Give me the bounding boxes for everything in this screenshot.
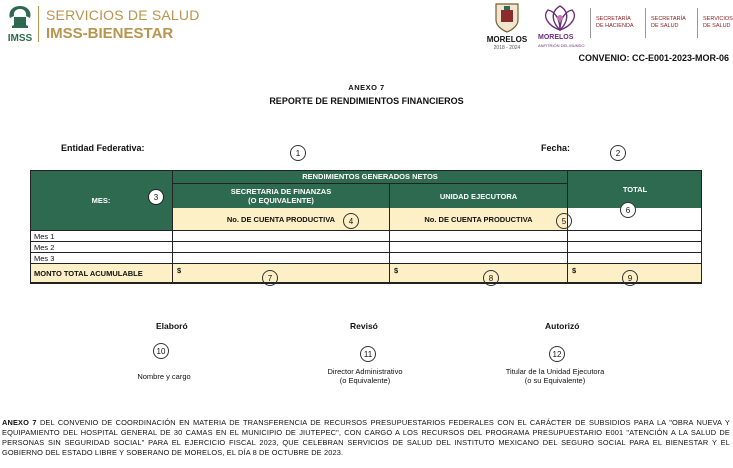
secretaria-salud	[651, 16, 686, 30]
table-cell	[389, 252, 567, 263]
elaboro-text: Nombre y cargo	[137, 372, 191, 381]
header-separator	[645, 8, 646, 38]
morelos-shield-icon	[494, 2, 520, 34]
autorizo-line1: Titular de la Unidad Ejecutora	[505, 367, 605, 376]
unidad-header: UNIDAD EJECUTORA	[389, 184, 567, 208]
total-number: 6	[620, 202, 636, 218]
morelos-flower-text: MORELOS	[538, 34, 574, 41]
secretaria-hacienda-line1: SECRETARÍA	[596, 16, 631, 22]
servicios-salud-line1: SERVICIOS	[703, 16, 733, 22]
svg-text:IMSS: IMSS	[7, 33, 33, 44]
org-name-line1: SERVICIOS DE SALUD	[46, 7, 200, 23]
table-cell	[172, 241, 389, 252]
fecha-label: Fecha:	[541, 143, 571, 153]
fecha-number: 2	[610, 145, 626, 161]
secretaria-salud-line1: SECRETARÍA	[651, 16, 686, 22]
morelos-flower-icon	[540, 2, 580, 34]
monto-currency-2: $	[389, 263, 567, 283]
monto3-number: 9	[622, 270, 638, 286]
table-cell	[567, 241, 702, 252]
reviso-line2: (o Equivalente)	[339, 376, 391, 385]
header-divider	[38, 6, 39, 42]
rendimientos-header: RENDIMIENTOS GENERADOS NETOS	[172, 170, 567, 184]
reviso-label: Revisó	[350, 321, 378, 331]
mes-number: 3	[148, 189, 164, 205]
table-cell	[172, 252, 389, 263]
table-cell	[567, 230, 702, 241]
monto-currency-1: $	[172, 263, 389, 283]
entidad-number: 1	[290, 145, 306, 161]
equivalente-label: (O EQUIVALENTE)	[248, 196, 314, 205]
mes-label: MES:	[91, 195, 111, 205]
secretaria-header	[172, 184, 389, 208]
monto1-number: 7	[262, 270, 278, 286]
autorizo-label: Autorizó	[545, 321, 580, 331]
table-row-label: Mes 3	[30, 252, 172, 263]
secretaria-salud-line2: DE SALUD	[651, 23, 679, 29]
footer-legal-text	[2, 418, 730, 458]
autorizo-number: 12	[549, 346, 565, 362]
morelos-flower-subtitle: ANFITRIÓN DEL MUNDO	[538, 43, 585, 48]
secretaria-hacienda	[596, 16, 634, 30]
table-row-label: Mes 1	[30, 230, 172, 241]
report-title: REPORTE DE RENDIMIENTOS FINANCIEROS	[269, 96, 464, 106]
servicios-salud	[703, 16, 733, 30]
header-separator	[697, 8, 698, 38]
convenio-number: CONVENIO: CC-E001-2023-MOR-06	[578, 53, 729, 63]
reviso-text	[300, 367, 430, 385]
imss-logo-icon	[4, 4, 36, 44]
reviso-number: 11	[360, 346, 376, 362]
autorizo-line2: (o su Equivalente)	[524, 376, 586, 385]
cuenta-productiva-2: No. DE CUENTA PRODUCTIVA	[389, 208, 567, 230]
monto-currency-3: $	[567, 263, 702, 283]
table-row-label: Mes 2	[30, 241, 172, 252]
table-cell	[389, 230, 567, 241]
header-separator	[590, 8, 591, 38]
morelos-logo-text: MORELOS	[486, 35, 528, 44]
total-header: TOTAL	[567, 170, 702, 208]
secretaria-label: SECRETARIA DE FINANZAS	[230, 187, 332, 196]
org-name-line2: IMSS-BIENESTAR	[46, 25, 174, 42]
cuenta2-number: 5	[556, 213, 572, 229]
rendimientos-table	[30, 170, 702, 284]
elaboro-label: Elaboró	[156, 321, 188, 331]
monto-total-label: MONTO TOTAL ACUMULABLE	[30, 263, 172, 283]
footer-bold: ANEXO 7	[2, 418, 37, 427]
morelos-years: 2018 - 2024	[493, 45, 521, 51]
servicios-salud-line2: DE SALUD	[703, 23, 731, 29]
anexo-title: ANEXO 7	[348, 83, 385, 92]
cuenta1-number: 4	[343, 213, 359, 229]
table-cell	[567, 252, 702, 263]
cuenta-productiva-1: No. DE CUENTA PRODUCTIVA	[172, 208, 389, 230]
table-cell	[172, 230, 389, 241]
entidad-label: Entidad Federativa:	[61, 143, 145, 153]
elaboro-number: 10	[153, 343, 169, 359]
monto2-number: 8	[483, 270, 499, 286]
reviso-line1: Director Administrativo	[327, 367, 403, 376]
footer-body: DEL CONVENIO DE COORDINACIÓN EN MATERIA DE TRANSFERENCIA DE RECURSOS PRESUPUESTARIOS FEDERALES CON EL CARÁCTER DE SUBSIDIOS PARA LA "OBRA NUEVA Y EQUIPAMIENTO DEL HOSPITAL GENERAL DE 30 CAMAS EN EL MUNICIPIO DE JIUTEPEC", CON CARGO A LOS RECURSOS DEL PROGRAMA PRESUPUESTARIO E001 "ATENCIÓN A LA SALUD DE PERSONAS SIN SEGURIDAD SOCIAL" PARA EL EJERCICIO FISCAL 2023, QUE CELEBRAN SERVICIOS DE SALUD DEL INSTITUTO MEXICANO DEL SEGURO SOCIAL PARA EL BIENESTAR Y EL GOBIERNO DEL ESTADO LIBRE Y SOBERANO DE MORELOS, EL DÍA 8 DE OCTUBRE DE 2023.	[2, 418, 730, 457]
secretaria-hacienda-line2: DE HACIENDA	[596, 23, 634, 29]
autorizo-text	[490, 367, 620, 385]
table-cell	[389, 241, 567, 252]
